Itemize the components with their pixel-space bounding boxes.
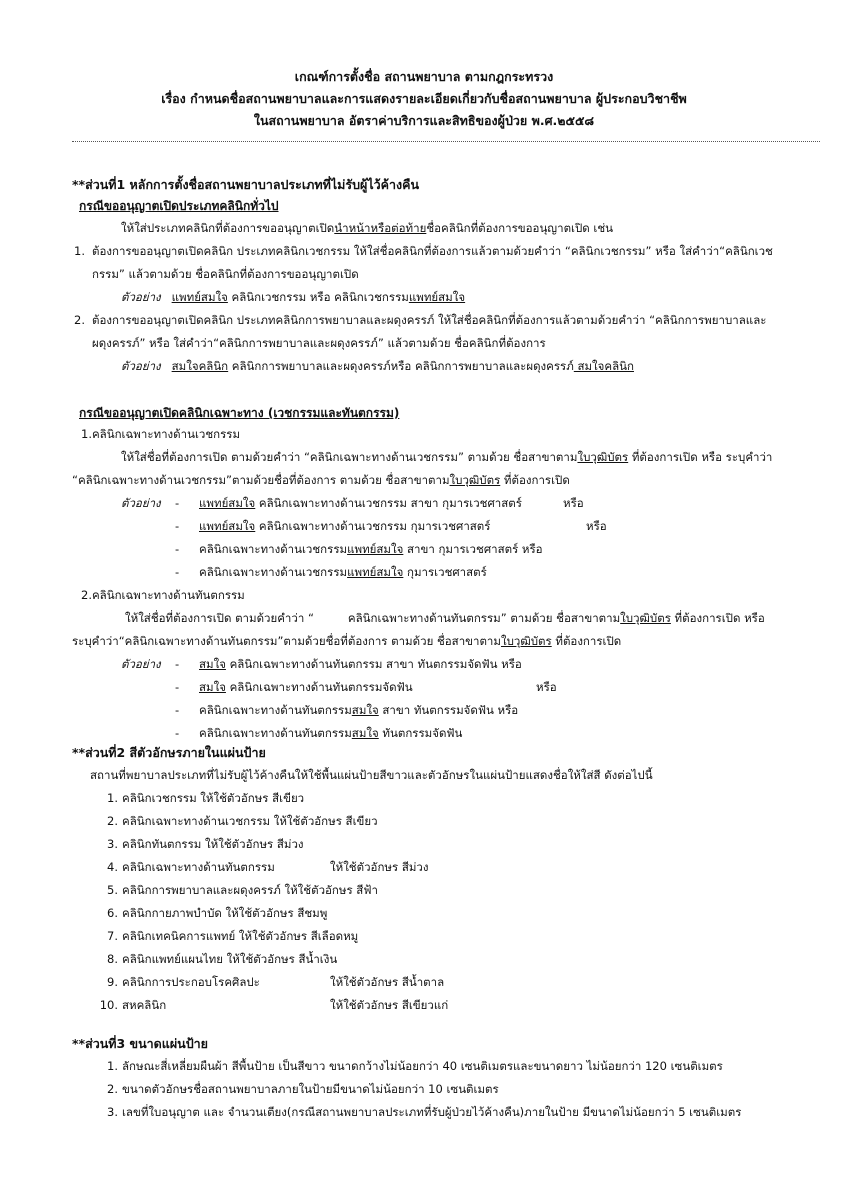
color-list-item-number: 1. bbox=[107, 791, 118, 805]
color-list-item-number: 7. bbox=[107, 929, 118, 943]
intro-text: ให้ใส่ประเภทคลินิกที่ต้องการขออนุญาตเปิด bbox=[121, 221, 335, 235]
text: คลินิกเฉพาะทางด้านเวชกรรม bbox=[199, 565, 348, 579]
general-item-2-line-2: ผดุงครรภ์” หรือ ใส่คำว่า“คลินิกการพยาบาลและผดุงครรภ์” แล้วตามด้วย ชื่อคลินิกที่ต้องการ bbox=[92, 336, 546, 350]
header-line-1: เกณฑ์การตั้งชื่อ สถานพยาบาล ตามกฎกระทรวง bbox=[294, 69, 554, 84]
dash: - bbox=[175, 657, 180, 671]
medical-example-3 bbox=[199, 541, 543, 558]
color-list-item-number: 6. bbox=[107, 906, 118, 920]
dental-example-3 bbox=[199, 702, 518, 719]
underlined-text: ใบวุฒิบัตร bbox=[449, 473, 501, 487]
text: คลินิกเฉพาะทางด้านทันตกรรม สาขา ทันตกรรมจัดฟัน หรือ bbox=[225, 657, 522, 671]
underlined-text: ใบวุฒิบัตร bbox=[577, 450, 629, 464]
color-list-item-text: คลินิกทันตกรรม ให้ใช้ตัวอักษร สีม่วง bbox=[122, 837, 304, 851]
text: ให้ใส่ชื่อที่ต้องการเปิด ตามด้วยคำว่า “ bbox=[125, 611, 314, 625]
text: สาขา กุมารเวชศาสตร์ หรือ bbox=[403, 542, 543, 556]
color-list-item-text: คลินิกการพยาบาลและผดุงครรภ์ ให้ใช้ตัวอักษร สีฟ้า bbox=[122, 883, 378, 897]
section-3-title: **ส่วนที่3 ขนาดแผ่นป้าย bbox=[72, 1036, 208, 1051]
size-list-item-number: 3. bbox=[107, 1105, 118, 1119]
underlined-text: สมใจ bbox=[351, 703, 379, 717]
medical-example-2-or: หรือ bbox=[586, 519, 607, 533]
size-list-item-text: เลขที่ใบอนุญาต และ จำนวนเตียง(กรณีสถานพยาบาลประเภทที่รับผู้ป่วยไว้ค้างคืน)ภายในป้าย มีขนาดไม่น้อยกว่า 5 เซนติเมตร bbox=[122, 1105, 742, 1119]
color-list-item-text: คลินิกกายภาพบำบัด ให้ใช้ตัวอักษร สีชมพู bbox=[122, 906, 328, 920]
general-example-2 bbox=[121, 358, 634, 375]
dash: - bbox=[175, 565, 180, 579]
color-list-item-text: คลินิกเวชกรรม ให้ใช้ตัวอักษร สีเขียว bbox=[122, 791, 305, 805]
general-item-1-line-2: กรรม” แล้วตามด้วย ชื่อคลินิกที่ต้องการขออนุญาตเปิด bbox=[92, 267, 359, 281]
color-list-item-number: 8. bbox=[107, 952, 118, 966]
color-list-item-number: 10. bbox=[99, 998, 118, 1012]
color-list-item-color: ให้ใช้ตัวอักษร สีน้ำตาล bbox=[330, 975, 445, 989]
dash: - bbox=[175, 542, 180, 556]
color-list-item-color: ให้ใช้ตัวอักษร สีเขียวแก่ bbox=[330, 998, 449, 1012]
color-list-item-text: คลินิกเฉพาะทางด้านเวชกรรม ให้ใช้ตัวอักษร สีเขียว bbox=[122, 814, 378, 828]
dental-example-4 bbox=[199, 725, 462, 742]
dash: - bbox=[175, 519, 180, 533]
text: ที่ต้องการเปิด bbox=[500, 473, 570, 487]
color-list-item-number: 3. bbox=[107, 837, 118, 851]
specialty-clinic-title: กรณีขออนุญาตเปิดคลินิกเฉพาะทาง (เวชกรรมและทันตกรรม) bbox=[79, 406, 400, 420]
document-header bbox=[0, 66, 848, 132]
underlined-text: แพทย์สมใจ bbox=[199, 519, 256, 533]
medical-specialty-line-2 bbox=[72, 472, 570, 489]
text: คลินิกเฉพาะทางด้านเวชกรรม bbox=[199, 542, 348, 556]
size-list-item-number: 1. bbox=[107, 1059, 118, 1073]
medical-example-1 bbox=[199, 495, 522, 512]
general-intro bbox=[121, 220, 613, 237]
dental-example-1 bbox=[199, 656, 522, 673]
medical-example-2 bbox=[199, 518, 490, 535]
example-text: คลินิกการพยาบาลและผดุงครรภ์หรือ คลินิกการพยาบาลและผดุงครรภ์ bbox=[228, 359, 574, 373]
example-name: สมใจคลินิก bbox=[171, 359, 229, 373]
underlined-text: ใบวุฒิบัตร bbox=[620, 611, 671, 625]
dental-example-2 bbox=[199, 679, 413, 696]
underlined-text: ใบวุฒิบัตร bbox=[500, 634, 552, 648]
text: คลินิกเฉพาะทางด้านเวชกรรม กุมารเวชศาสตร์ bbox=[255, 519, 491, 533]
text: คลินิกเฉพาะทางด้านทันตกรรมจัดฟัน bbox=[225, 680, 413, 694]
size-list-item-number: 2. bbox=[107, 1082, 118, 1096]
text: “คลินิกเฉพาะทางด้านเวชกรรม”ตามด้วยชื่อที่ต้องการ ตามด้วย ชื่อสาขาตาม bbox=[72, 473, 450, 487]
dash: - bbox=[175, 680, 180, 694]
medical-example-4 bbox=[199, 564, 487, 581]
text: สาขา ทันตกรรมจัดฟัน หรือ bbox=[378, 703, 519, 717]
underlined-text: แพทย์สมใจ bbox=[347, 542, 404, 556]
dental-specialty-line-2 bbox=[72, 633, 621, 650]
text: คลินิกเฉพาะทางด้านทันตกรรม” ตามด้วย ชื่อสาขาตาม bbox=[347, 611, 621, 625]
general-example-1 bbox=[121, 289, 465, 306]
section-2-intro: สถานที่พยาบาลประเภทที่ไม่รับผู้ไว้ค้างคืนให้ใช้พื้นแผ่นป้ายสีขาวและตัวอักษรในแผ่นป้ายแสดงชื่อให้ใส่สี ดังต่อไปนี้ bbox=[90, 768, 653, 782]
general-item-2-line-1: ต้องการขออนุญาตเปิดคลินิก ประเภทคลินิกการพยาบาลและผดุงครรภ์ ให้ใส่ชื่อคลินิกที่ต้องการแล้วตามด้วยคำว่า “คลินิกการพยาบาลและ bbox=[92, 313, 767, 327]
text: กุมารเวชศาสตร์ bbox=[403, 565, 487, 579]
medical-specialty-heading: 1.คลินิกเฉพาะทางด้านเวชกรรม bbox=[81, 427, 241, 441]
medical-specialty-line-1 bbox=[121, 449, 772, 466]
dental-example-2-or: หรือ bbox=[536, 680, 557, 694]
dental-specialty-line-1 bbox=[125, 610, 765, 627]
color-list-item-text: คลินิกเฉพาะทางด้านทันตกรรม bbox=[122, 860, 275, 874]
color-list-item-number: 5. bbox=[107, 883, 118, 897]
color-list-item-text: คลินิกการประกอบโรคศิลปะ bbox=[122, 975, 260, 989]
underlined-text: สมใจ bbox=[351, 726, 379, 740]
size-list-item-text: ขนาดตัวอักษรชื่อสถานพยาบาลภายในป้ายมีขนาดไม่น้อยกว่า 10 เซนติเมตร bbox=[122, 1082, 499, 1096]
underlined-text: แพทย์สมใจ bbox=[347, 565, 404, 579]
example-label: ตัวอย่าง bbox=[121, 359, 161, 373]
dash: - bbox=[175, 496, 180, 510]
text: ที่ต้องการเปิด หรือ ระบุคำว่า bbox=[628, 450, 773, 464]
section-1-title: **ส่วนที่1 หลักการตั้งชื่อสถานพยาบาลประเภทที่ไม่รับผู้ไว้ค้างคืน bbox=[72, 177, 420, 192]
underlined-text: สมใจ bbox=[199, 657, 226, 671]
color-list-item-text: สหคลินิก bbox=[122, 998, 167, 1012]
general-clinic-title: กรณีขออนุญาตเปิดประเภทคลินิกทั่วไป bbox=[79, 199, 279, 213]
header-line-2: เรื่อง กำหนดชื่อสถานพยาบาลและการแสดงรายละเอียดเกี่ยวกับชื่อสถานพยาบาล ผู้ประกอบวิชาชีพ bbox=[161, 91, 687, 106]
example-name: แพทย์สมใจ bbox=[408, 290, 466, 304]
text: ที่ต้องการเปิด bbox=[551, 634, 622, 648]
text: ที่ต้องการเปิด หรือ bbox=[670, 611, 765, 625]
color-list-item-text: คลินิกเทคนิคการแพทย์ ให้ใช้ตัวอักษร สีเลือดหมู bbox=[122, 929, 359, 943]
example-text: คลินิกเวชกรรม หรือ คลินิกเวชกรรม bbox=[227, 290, 409, 304]
general-item-2-number: 2. bbox=[74, 313, 85, 327]
color-list-item-number: 4. bbox=[107, 860, 118, 874]
color-list-item-color: ให้ใช้ตัวอักษร สีม่วง bbox=[330, 860, 429, 874]
section-2-title: **ส่วนที่2 สีตัวอักษรภายในแผ่นป้าย bbox=[72, 745, 266, 760]
text: คลินิกเฉพาะทางด้านทันตกรรม bbox=[199, 703, 352, 717]
dotted-divider bbox=[72, 141, 820, 142]
text: ระบุคำว่า“คลินิกเฉพาะทางด้านทันตกรรม”ตามด้วยชื่อที่ต้องการ ตามด้วย ชื่อสาขาตาม bbox=[72, 634, 501, 648]
intro-text-end: ชื่อคลินิกที่ต้องการขออนุญาตเปิด เช่น bbox=[426, 221, 613, 235]
color-list-item-number: 2. bbox=[107, 814, 118, 828]
header-line-3: ในสถานพยาบาล อัตราค่าบริการและสิทธิของผู้ป่วย พ.ศ.๒๕๕๘ bbox=[253, 113, 595, 128]
text: คลินิกเฉพาะทางด้านทันตกรรม bbox=[199, 726, 352, 740]
dash: - bbox=[175, 726, 180, 740]
example-label: ตัวอย่าง bbox=[121, 657, 161, 671]
text: ให้ใส่ชื่อที่ต้องการเปิด ตามด้วยคำว่า “คลินิกเฉพาะทางด้านเวชกรรม” ตามด้วย ชื่อสาขาตาม bbox=[121, 450, 578, 464]
underlined-text: สมใจ bbox=[199, 680, 226, 694]
example-label: ตัวอย่าง bbox=[121, 496, 161, 510]
example-label: ตัวอย่าง bbox=[121, 290, 161, 304]
dental-specialty-heading: 2.คลินิกเฉพาะทางด้านทันตกรรม bbox=[81, 588, 245, 602]
general-item-1-number: 1. bbox=[74, 244, 85, 258]
example-name: แพทย์สมใจ bbox=[171, 290, 228, 304]
dash: - bbox=[175, 703, 180, 717]
example-name: สมใจคลินิก bbox=[573, 359, 634, 373]
color-list-item-text: คลินิกแพทย์แผนไทย ให้ใช้ตัวอักษร สีน้ำเงิน bbox=[122, 952, 338, 966]
underlined-text: แพทย์สมใจ bbox=[199, 496, 256, 510]
size-list-item-text: ลักษณะสี่เหลี่ยมผืนผ้า สีพื้นป้าย เป็นสีขาว ขนาดกว้างไม่น้อยกว่า 40 เซนติเมตรและขนาดยาว ไม่น้อยกว่า 120 เซนติเมตร bbox=[122, 1059, 723, 1073]
general-item-1-line-1: ต้องการขออนุญาตเปิดคลินิก ประเภทคลินิกเวชกรรม ให้ใส่ชื่อคลินิกที่ต้องการแล้วตามด้วยคำว่า “คลินิกเวชกรรม” หรือ ใส่คำว่า“คลินิกเวช bbox=[92, 244, 773, 258]
text: ทันตกรรมจัดฟัน bbox=[378, 726, 463, 740]
intro-underlined: นำหน้าหรือต่อท้าย bbox=[334, 221, 427, 235]
color-list-item-number: 9. bbox=[107, 975, 118, 989]
text: คลินิกเฉพาะทางด้านเวชกรรม สาขา กุมารเวชศาสตร์ bbox=[255, 496, 522, 510]
medical-example-1-or: หรือ bbox=[563, 496, 584, 510]
